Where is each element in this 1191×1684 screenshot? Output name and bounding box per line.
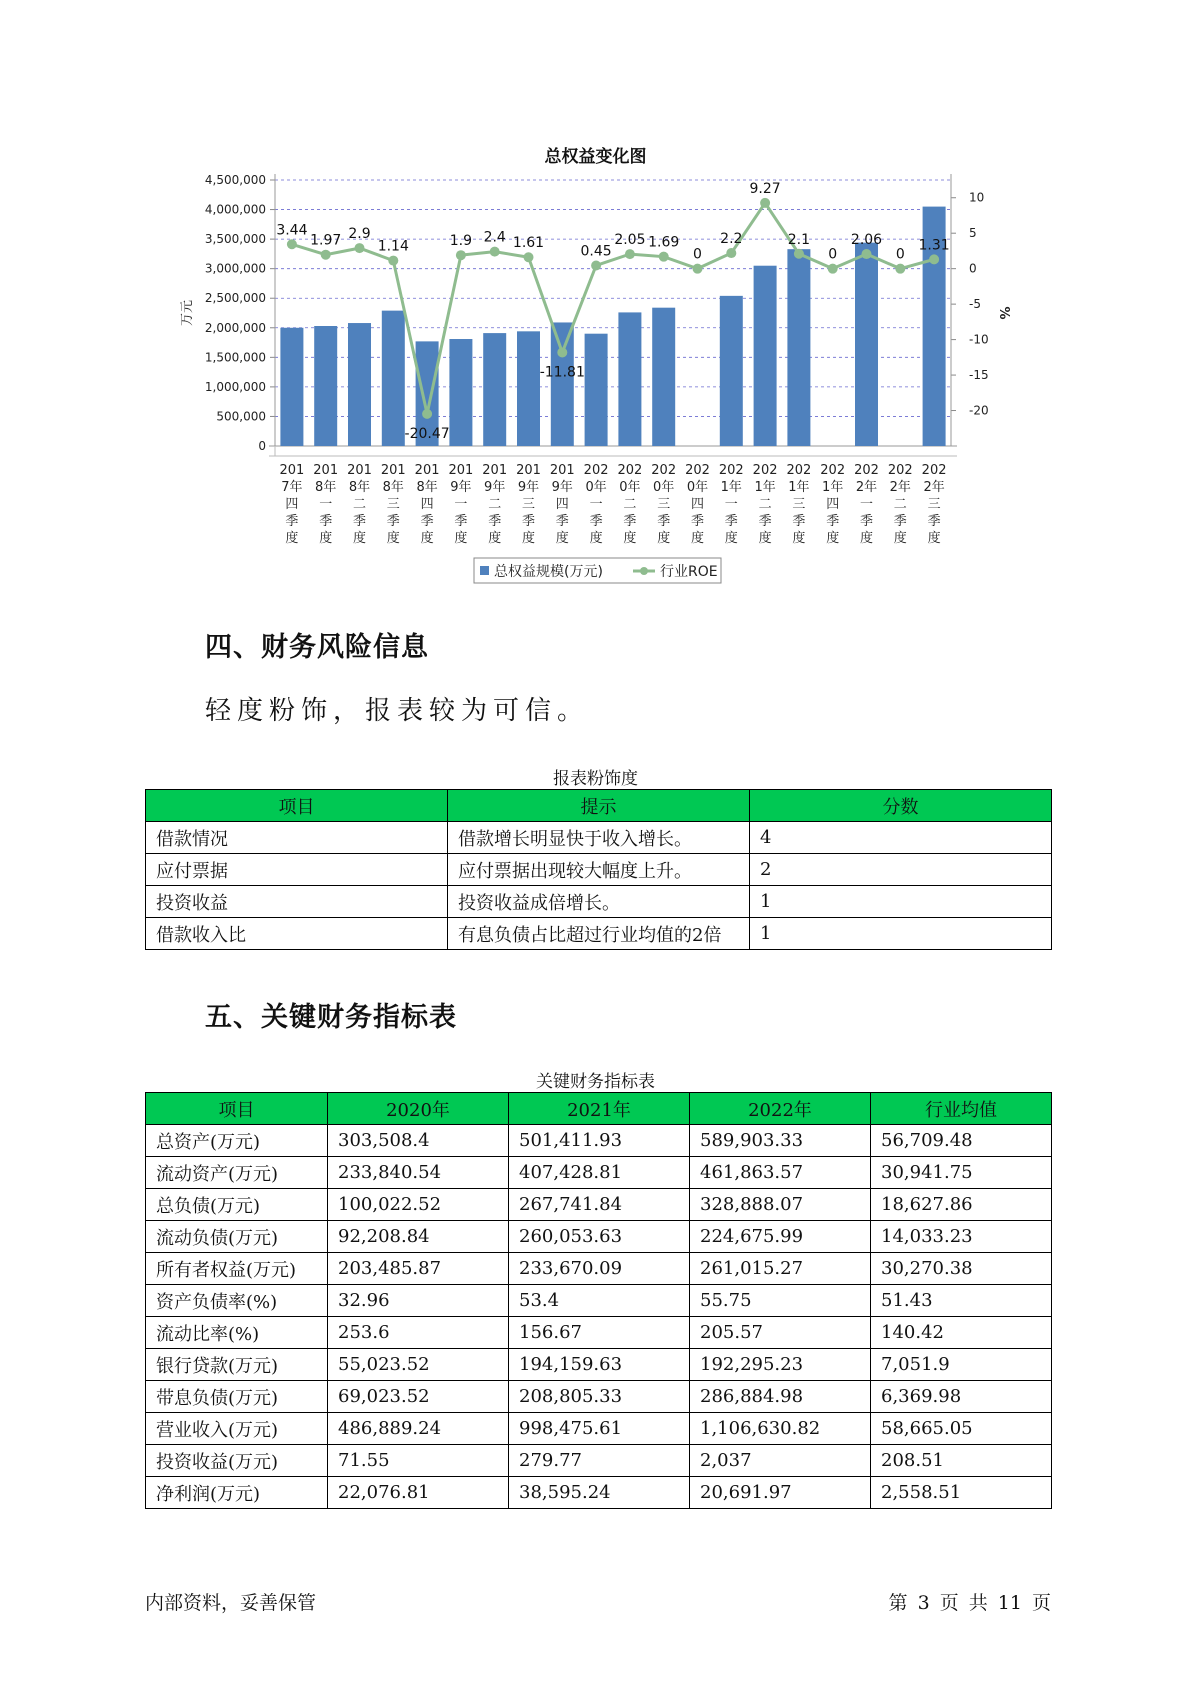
roe-point xyxy=(794,249,804,259)
roe-point xyxy=(591,260,601,270)
x-tick-label: 季 xyxy=(724,514,738,529)
section4-heading: 四、财务风险信息 xyxy=(205,632,429,663)
roe-data-label: 1.31 xyxy=(918,237,950,254)
x-tick-label: 202 xyxy=(820,463,846,478)
table-cell: 92,208.84 xyxy=(328,1221,509,1253)
table-cell: 银行贷款(万元) xyxy=(146,1349,328,1381)
legend-label: 行业ROE xyxy=(660,564,718,580)
header-cell: 行业均值 xyxy=(871,1093,1052,1125)
x-tick-label: 1年 xyxy=(822,480,844,495)
table-cell: 233,670.09 xyxy=(509,1253,690,1285)
x-tick-label: 度 xyxy=(927,531,941,546)
x-tick-label: 四 xyxy=(420,497,434,512)
chart-svg xyxy=(0,0,1191,600)
roe-data-label: 2.05 xyxy=(614,232,646,249)
left-tick-label: 500,000 xyxy=(216,409,266,424)
right-tick-label: 10 xyxy=(969,190,985,205)
table-cell: 2 xyxy=(750,854,1052,886)
bar xyxy=(348,323,371,446)
table-cell: 1 xyxy=(750,918,1052,950)
table-cell: 净利润(万元) xyxy=(146,1477,328,1509)
table-row xyxy=(146,1413,1052,1445)
table-cell: 56,709.48 xyxy=(871,1125,1052,1157)
x-tick-label: 三 xyxy=(792,497,806,512)
left-tick-label: 4,000,000 xyxy=(204,202,266,217)
table-cell: 51.43 xyxy=(871,1285,1052,1317)
roe-data-label: 1.97 xyxy=(310,232,342,249)
x-tick-label: 度 xyxy=(454,531,468,546)
x-tick-label: 度 xyxy=(792,531,806,546)
bar xyxy=(618,312,641,446)
header-cell: 2020年 xyxy=(328,1093,509,1125)
table-row xyxy=(146,1349,1052,1381)
x-tick-label: 度 xyxy=(488,531,502,546)
x-tick-label: 一 xyxy=(319,497,333,512)
x-tick-label: 季 xyxy=(352,514,367,529)
x-tick-label: 202 xyxy=(583,463,609,478)
x-tick-label: 度 xyxy=(859,531,874,546)
roe-data-label: 1.61 xyxy=(512,235,545,252)
left-tick-label: 1,000,000 xyxy=(204,379,266,394)
table-cell: 18,627.86 xyxy=(871,1189,1052,1221)
right-axis-title: % xyxy=(996,306,1011,320)
roe-point xyxy=(929,254,939,264)
right-tick-label: -10 xyxy=(969,332,989,347)
x-tick-label: 四 xyxy=(690,497,705,512)
roe-point xyxy=(557,347,567,357)
x-tick-label: 度 xyxy=(319,531,333,546)
table-cell: 253.6 xyxy=(328,1317,509,1349)
table-cell: 38,595.24 xyxy=(509,1477,690,1509)
x-tick-label: 季 xyxy=(555,514,569,529)
roe-data-label: 1.69 xyxy=(648,234,680,251)
bar xyxy=(720,296,743,446)
table-row xyxy=(146,1125,1052,1157)
x-tick-label: 季 xyxy=(893,514,907,529)
right-tick-label: -5 xyxy=(969,297,981,312)
table-cell: 461,863.57 xyxy=(690,1157,871,1189)
x-tick-label: 201 xyxy=(516,463,541,478)
left-tick-label: 3,500,000 xyxy=(204,232,266,247)
x-tick-label: 0年 xyxy=(686,480,709,495)
x-tick-label: 度 xyxy=(758,531,772,546)
roe-point xyxy=(862,249,872,259)
table-row xyxy=(146,886,1052,918)
table-cell: 资产负债率(%) xyxy=(146,1285,328,1317)
bar xyxy=(652,308,675,446)
x-tick-label: 季 xyxy=(623,514,637,529)
x-tick-label: 201 xyxy=(482,463,508,478)
bar xyxy=(585,334,608,446)
table-cell: 借款情况 xyxy=(146,822,448,854)
bar xyxy=(449,339,472,446)
table-row xyxy=(146,1445,1052,1477)
x-tick-label: 202 xyxy=(921,463,947,478)
x-tick-label: 201 xyxy=(279,463,305,478)
roe-data-label: 0 xyxy=(693,246,702,263)
table-cell: 224,675.99 xyxy=(690,1221,871,1253)
table-cell: 所有者权益(万元) xyxy=(146,1253,328,1285)
x-tick-label: 季 xyxy=(758,514,772,529)
legend-line-marker xyxy=(640,567,648,575)
header-cell: 分数 xyxy=(750,790,1052,822)
x-tick-label: 1年 xyxy=(720,480,742,495)
left-tick-label: 0 xyxy=(258,439,266,453)
table-row xyxy=(146,1253,1052,1285)
x-tick-label: 202 xyxy=(854,463,879,478)
table-cell: 2,558.51 xyxy=(871,1477,1052,1509)
x-tick-label: 三 xyxy=(657,497,671,512)
roe-point xyxy=(456,250,466,260)
x-tick-label: 一 xyxy=(589,497,603,512)
x-tick-label: 8年 xyxy=(315,480,337,495)
table-cell: 借款增长明显快于收入增长。 xyxy=(448,822,750,854)
roe-data-label: -11.81 xyxy=(539,364,585,381)
x-tick-label: 度 xyxy=(826,531,840,546)
x-tick-label: 度 xyxy=(352,531,367,546)
x-tick-label: 二 xyxy=(623,497,637,512)
table-cell: 1 xyxy=(750,886,1052,918)
x-tick-label: 201 xyxy=(347,463,372,478)
x-tick-label: 9年 xyxy=(551,480,573,495)
x-tick-label: 0年 xyxy=(585,480,607,495)
table-cell: 32.96 xyxy=(328,1285,509,1317)
x-tick-label: 9年 xyxy=(484,480,506,495)
x-tick-label: 202 xyxy=(651,463,677,478)
table-cell: 486,889.24 xyxy=(328,1413,509,1445)
roe-point xyxy=(422,409,432,419)
table-cell: 流动比率(%) xyxy=(146,1317,328,1349)
left-tick-label: 4,500,000 xyxy=(204,173,266,187)
x-tick-label: 2年 xyxy=(923,480,945,495)
header-cell: 项目 xyxy=(146,790,448,822)
table-cell: 应付票据 xyxy=(146,854,448,886)
roe-data-label: 0 xyxy=(828,246,838,263)
x-tick-label: 四 xyxy=(826,497,840,512)
table-cell: 208,805.33 xyxy=(509,1381,690,1413)
roe-data-label: 2.4 xyxy=(483,229,506,246)
x-tick-label: 1年 xyxy=(788,480,810,495)
table-cell: 20,691.97 xyxy=(690,1477,871,1509)
table-cell: 22,076.81 xyxy=(328,1477,509,1509)
table-cell: 30,941.75 xyxy=(871,1157,1052,1189)
x-tick-label: 度 xyxy=(386,531,400,546)
table-cell: 156.67 xyxy=(509,1317,690,1349)
x-tick-label: 201 xyxy=(313,463,339,478)
table-cell: 2,037 xyxy=(690,1445,871,1477)
chart-title: 总权益变化图 xyxy=(544,147,647,167)
x-tick-label: 202 xyxy=(786,463,812,478)
x-tick-label: 201 xyxy=(380,463,406,478)
x-tick-label: 度 xyxy=(521,531,536,546)
bar xyxy=(787,249,810,446)
left-tick-label: 2,000,000 xyxy=(204,320,266,335)
x-tick-label: 季 xyxy=(454,514,468,529)
x-tick-label: 8年 xyxy=(416,480,438,495)
x-tick-label: 2年 xyxy=(855,480,878,495)
roe-data-label: 9.27 xyxy=(749,180,781,197)
table-cell: 投资收益成倍增长。 xyxy=(448,886,750,918)
table-cell: 应付票据出现较大幅度上升。 xyxy=(448,854,750,886)
x-tick-label: 一 xyxy=(859,497,874,512)
x-tick-label: 201 xyxy=(448,463,474,478)
footer-page-number: 第 3 页 共 11 页 xyxy=(888,1592,1051,1614)
x-tick-label: 三 xyxy=(521,497,536,512)
table-cell: 208.51 xyxy=(871,1445,1052,1477)
table-row xyxy=(146,1317,1052,1349)
table-cell: 279.77 xyxy=(509,1445,690,1477)
risk-table-caption: 报表粉饰度 xyxy=(553,769,638,789)
table-cell: 营业收入(万元) xyxy=(146,1413,328,1445)
table-cell: 100,022.52 xyxy=(328,1189,509,1221)
x-tick-label: 四 xyxy=(555,497,569,512)
roe-point xyxy=(490,247,500,257)
roe-data-label: 2.2 xyxy=(720,231,743,248)
x-tick-label: 度 xyxy=(420,531,434,546)
footer-confidential: 内部资料，妥善保管 xyxy=(145,1592,317,1614)
table-row xyxy=(146,822,1052,854)
x-tick-label: 202 xyxy=(685,463,710,478)
left-tick-label: 1,500,000 xyxy=(204,350,266,365)
x-tick-label: 2年 xyxy=(889,480,911,495)
table-cell: 6,369.98 xyxy=(871,1381,1052,1413)
table-cell: 233,840.54 xyxy=(328,1157,509,1189)
table-cell: 7,051.9 xyxy=(871,1349,1052,1381)
table-cell: 501,411.93 xyxy=(509,1125,690,1157)
table-cell: 流动负债(万元) xyxy=(146,1221,328,1253)
table-cell: 261,015.27 xyxy=(690,1253,871,1285)
table-row xyxy=(146,1221,1052,1253)
header-cell: 项目 xyxy=(146,1093,328,1125)
table-cell: 带息负债(万元) xyxy=(146,1381,328,1413)
x-tick-label: 度 xyxy=(657,531,671,546)
left-tick-label: 3,000,000 xyxy=(204,261,266,276)
x-tick-label: 四 xyxy=(285,497,299,512)
header-cell: 提示 xyxy=(448,790,750,822)
table-cell: 58,665.05 xyxy=(871,1413,1052,1445)
table-cell: 192,295.23 xyxy=(690,1349,871,1381)
roe-point xyxy=(693,264,703,274)
table-cell: 267,741.84 xyxy=(509,1189,690,1221)
x-tick-label: 一 xyxy=(724,497,738,512)
table-row xyxy=(146,854,1052,886)
table-cell: 589,903.33 xyxy=(690,1125,871,1157)
table-row xyxy=(146,1381,1052,1413)
table-cell: 140.42 xyxy=(871,1317,1052,1349)
bar xyxy=(551,322,574,446)
equity-chart xyxy=(0,0,1191,600)
roe-data-label: 0 xyxy=(895,246,905,263)
table-cell: 203,485.87 xyxy=(328,1253,509,1285)
risk-table xyxy=(145,789,1052,950)
roe-point xyxy=(828,264,838,274)
x-tick-label: 季 xyxy=(927,514,941,529)
table-cell: 有息负债占比超过行业均值的2倍 xyxy=(448,918,750,950)
indicator-table-caption: 关键财务指标表 xyxy=(536,1072,655,1092)
x-tick-label: 0年 xyxy=(653,480,675,495)
x-tick-label: 度 xyxy=(893,531,907,546)
x-tick-label: 7年 xyxy=(281,480,303,495)
x-tick-label: 季 xyxy=(488,514,502,529)
roe-point xyxy=(287,239,297,249)
roe-data-label: 2.9 xyxy=(348,226,371,243)
legend-label: 总权益规模(万元) xyxy=(494,564,603,580)
table-cell: 260,053.63 xyxy=(509,1221,690,1253)
x-tick-label: 季 xyxy=(792,514,806,529)
table-cell: 30,270.38 xyxy=(871,1253,1052,1285)
table-cell: 1,106,630.82 xyxy=(690,1413,871,1445)
right-tick-label: 0 xyxy=(969,261,977,276)
x-tick-label: 季 xyxy=(420,514,434,529)
x-tick-label: 季 xyxy=(589,514,603,529)
x-tick-label: 度 xyxy=(690,531,705,546)
x-tick-label: 二 xyxy=(893,497,907,512)
x-tick-label: 度 xyxy=(623,531,637,546)
x-tick-label: 二 xyxy=(758,497,772,512)
x-tick-label: 度 xyxy=(555,531,569,546)
section4-paragraph: 轻度粉饰，报表较为可信。 xyxy=(205,696,590,726)
table-row xyxy=(146,1157,1052,1189)
roe-point xyxy=(388,256,398,266)
x-tick-label: 度 xyxy=(724,531,738,546)
table-cell: 总资产(万元) xyxy=(146,1125,328,1157)
table-cell: 投资收益 xyxy=(146,886,448,918)
roe-point xyxy=(355,243,365,253)
bar xyxy=(280,328,303,446)
table-cell: 55.75 xyxy=(690,1285,871,1317)
right-tick-label: -15 xyxy=(969,368,989,383)
bar xyxy=(314,326,337,446)
roe-data-label: 2.1 xyxy=(787,231,811,248)
x-tick-label: 季 xyxy=(657,514,671,529)
table-cell: 流动资产(万元) xyxy=(146,1157,328,1189)
roe-data-label: 0.45 xyxy=(580,243,612,260)
x-tick-label: 201 xyxy=(549,463,575,478)
table-cell: 71.55 xyxy=(328,1445,509,1477)
table-cell: 55,023.52 xyxy=(328,1349,509,1381)
table-row xyxy=(146,1477,1052,1509)
x-tick-label: 三 xyxy=(927,497,941,512)
x-tick-label: 季 xyxy=(285,514,299,529)
x-tick-label: 9年 xyxy=(450,480,472,495)
x-tick-label: 202 xyxy=(752,463,778,478)
table-cell: 328,888.07 xyxy=(690,1189,871,1221)
x-tick-label: 度 xyxy=(285,531,299,546)
roe-data-label: 1.9 xyxy=(449,233,473,250)
x-tick-label: 二 xyxy=(488,497,502,512)
table-cell: 53.4 xyxy=(509,1285,690,1317)
table-cell: 303,508.4 xyxy=(328,1125,509,1157)
x-tick-label: 1年 xyxy=(754,480,776,495)
header-cell: 2021年 xyxy=(509,1093,690,1125)
left-axis-title: 万元 xyxy=(180,299,195,327)
table-cell: 14,033.23 xyxy=(871,1221,1052,1253)
roe-point xyxy=(726,248,736,258)
x-tick-label: 202 xyxy=(617,463,643,478)
table-cell: 194,159.63 xyxy=(509,1349,690,1381)
table-cell: 总负债(万元) xyxy=(146,1189,328,1221)
x-tick-label: 202 xyxy=(718,463,744,478)
table-cell: 投资收益(万元) xyxy=(146,1445,328,1477)
x-tick-label: 二 xyxy=(352,497,367,512)
table-cell: 998,475.61 xyxy=(509,1413,690,1445)
x-tick-label: 8年 xyxy=(382,480,404,495)
x-tick-label: 201 xyxy=(414,463,440,478)
x-tick-label: 季 xyxy=(859,514,874,529)
roe-point xyxy=(659,252,669,262)
table-cell: 205.57 xyxy=(690,1317,871,1349)
roe-data-label: -20.47 xyxy=(404,425,450,442)
indicator-table xyxy=(145,1092,1052,1509)
roe-point xyxy=(895,264,905,274)
x-tick-label: 8年 xyxy=(348,480,371,495)
legend-bar-swatch xyxy=(480,566,489,575)
section5-heading: 五、关键财务指标表 xyxy=(205,1002,457,1033)
table-row xyxy=(146,1285,1052,1317)
roe-point xyxy=(625,249,635,259)
indicator-table-header xyxy=(146,1093,1052,1125)
roe-data-label: 3.44 xyxy=(276,222,308,239)
x-tick-label: 0年 xyxy=(619,480,641,495)
table-row xyxy=(146,918,1052,950)
table-cell: 286,884.98 xyxy=(690,1381,871,1413)
roe-point xyxy=(760,198,770,208)
roe-point xyxy=(524,252,534,262)
x-tick-label: 202 xyxy=(887,463,913,478)
table-cell: 借款收入比 xyxy=(146,918,448,950)
x-tick-label: 季 xyxy=(319,514,333,529)
risk-table-header xyxy=(146,790,1052,822)
x-tick-label: 9年 xyxy=(517,480,540,495)
x-tick-label: 季 xyxy=(826,514,840,529)
right-tick-label: 5 xyxy=(969,226,977,241)
x-tick-label: 一 xyxy=(454,497,468,512)
table-row xyxy=(146,1189,1052,1221)
x-tick-label: 三 xyxy=(386,497,400,512)
table-cell: 69,023.52 xyxy=(328,1381,509,1413)
bar xyxy=(754,266,777,446)
bar xyxy=(382,311,405,446)
bar xyxy=(855,243,878,446)
x-tick-label: 季 xyxy=(386,514,400,529)
roe-data-label: 1.14 xyxy=(377,238,409,255)
roe-point xyxy=(321,250,331,260)
right-tick-label: -20 xyxy=(969,403,989,418)
left-tick-label: 2,500,000 xyxy=(204,291,266,306)
bar xyxy=(483,333,506,446)
table-cell: 407,428.81 xyxy=(509,1157,690,1189)
x-tick-label: 季 xyxy=(521,514,536,529)
roe-data-label: 2.06 xyxy=(850,232,883,249)
x-tick-label: 度 xyxy=(589,531,603,546)
x-tick-label: 季 xyxy=(690,514,705,529)
header-cell: 2022年 xyxy=(690,1093,871,1125)
table-cell: 4 xyxy=(750,822,1052,854)
bar xyxy=(517,331,540,446)
